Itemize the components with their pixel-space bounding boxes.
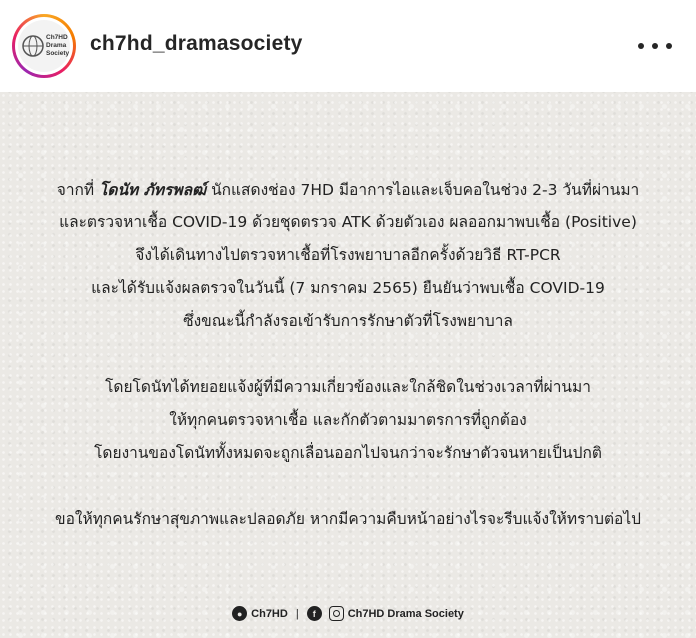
logo-text-2: Drama bbox=[46, 42, 67, 49]
post-image bbox=[0, 92, 696, 638]
announcement-line: โดยงานของโดนัททั้งหมดจะถูกเลื่อนออกไปจนกว่าจะรักษาตัวจนหายเป็นปกติ bbox=[94, 444, 602, 462]
twitter-icon: ● bbox=[232, 606, 247, 621]
line-suffix: นักแสดงช่อง 7HD มีอาการไอและเจ็บคอในช่วง 2-3 วันที่ผ่านมา bbox=[206, 181, 640, 199]
logo-text-3: Society bbox=[46, 50, 70, 57]
announcement-line: และได้รับแจ้งผลตรวจในวันนี้ (7 มกราคม 2565) ยืนยันว่าพบเชื้อ COVID-19 bbox=[91, 279, 605, 297]
twitter-handle: Ch7HD bbox=[251, 607, 288, 620]
social-name: Ch7HD Drama Society bbox=[347, 607, 464, 620]
avatar-frame bbox=[15, 17, 73, 75]
dot-icon bbox=[652, 43, 658, 49]
announcement-line: และตรวจหาเชื้อ COVID-19 ด้วยชุดตรวจ ATK ด้วยตัวเอง ผลออกมาพบเชื้อ (Positive) bbox=[59, 213, 637, 231]
globe-logo-icon bbox=[18, 20, 70, 72]
line-prefix: จากที่ bbox=[56, 181, 100, 199]
announcement-line: ให้ทุกคนตรวจหาเชื้อ และกักตัวตามมาตรการที่ถูกต้อง bbox=[169, 411, 527, 429]
avatar[interactable] bbox=[12, 14, 76, 78]
actor-name: โดนัท ภัทรพลฒ์ bbox=[99, 181, 207, 199]
more-options-button[interactable] bbox=[638, 36, 672, 56]
footer-separator: | bbox=[295, 607, 299, 620]
dot-icon bbox=[666, 43, 672, 49]
post-footer bbox=[0, 606, 696, 621]
channel-logo bbox=[18, 20, 70, 72]
announcement-line: ขอให้ทุกคนรักษาสุขภาพและปลอดภัย หากมีความคืบหน้าอย่างไรจะรีบแจ้งให้ทราบต่อไป bbox=[55, 510, 641, 528]
facebook-icon: f bbox=[307, 606, 322, 621]
logo-text-1: Ch7HD bbox=[46, 34, 68, 41]
account-username[interactable]: ch7hd_dramasociety bbox=[90, 32, 303, 55]
announcement-line: จึงได้เดินทางไปตรวจหาเชื้อที่โรงพยาบาลอีกครั้งด้วยวิธี RT-PCR bbox=[135, 246, 561, 264]
dot-icon bbox=[638, 43, 644, 49]
post-header bbox=[0, 0, 696, 92]
instagram-icon bbox=[329, 606, 344, 621]
announcement-line: โดยโดนัทได้ทยอยแจ้งผู้ที่มีความเกี่ยวข้องและใกล้ชิดในช่วงเวลาที่ผ่านมา bbox=[105, 378, 591, 396]
announcement-line: ซึ่งขณะนี้กำลังรอเข้ารับการรักษาตัวที่โรงพยาบาล bbox=[183, 312, 513, 330]
announcement-line bbox=[0, 177, 696, 202]
